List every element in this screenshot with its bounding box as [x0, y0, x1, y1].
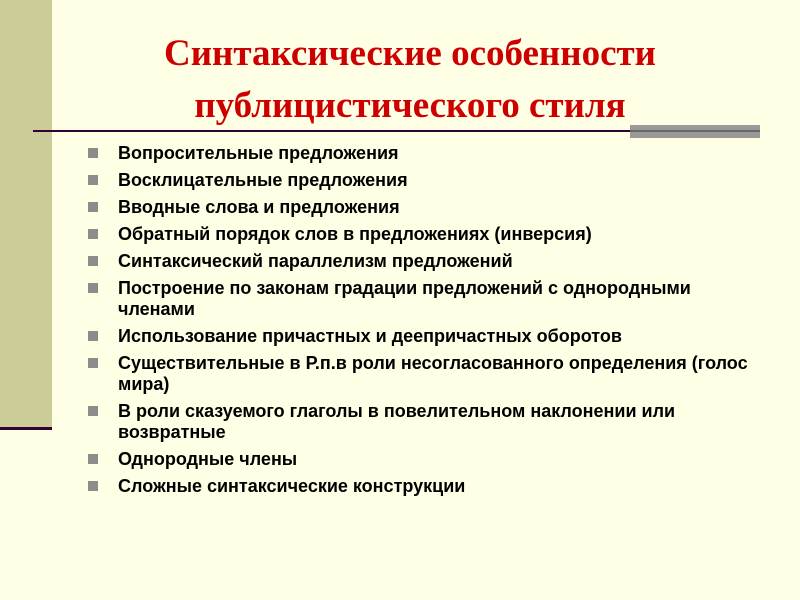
square-bullet-icon	[88, 481, 98, 491]
bullet-item	[88, 449, 768, 470]
bullet-text: Вопросительные предложения	[118, 143, 399, 163]
square-bullet-icon	[88, 229, 98, 239]
title-line-1: Синтаксические особенности	[163, 33, 656, 74]
square-bullet-icon	[88, 406, 98, 416]
bullet-item	[88, 143, 768, 164]
bullet-text: Восклицательные предложения	[118, 170, 408, 190]
bullet-text: Сложные синтаксические конструкции	[118, 476, 466, 496]
square-bullet-icon	[88, 358, 98, 368]
bullet-text: В роли сказуемого глаголы в повелительном наклонении или возвратные	[118, 401, 676, 442]
bullet-item	[88, 326, 768, 347]
bullet-text: Обратный порядок слов в предложениях (инверсия)	[118, 224, 592, 244]
bullet-list	[88, 143, 768, 503]
bullet-item	[88, 224, 768, 245]
square-bullet-icon	[88, 331, 98, 341]
bullet-item	[88, 476, 768, 497]
slide-title	[60, 28, 760, 132]
title-divider-accent-line	[630, 130, 760, 132]
bullet-item	[88, 401, 768, 443]
bullet-text: Использование причастных и деепричастных оборотов	[118, 326, 622, 346]
square-bullet-icon	[88, 283, 98, 293]
left-bar-underline	[0, 427, 52, 430]
square-bullet-icon	[88, 175, 98, 185]
bullet-item	[88, 251, 768, 272]
bullet-item	[88, 197, 768, 218]
bullet-text: Синтаксический параллелизм предложений	[118, 251, 513, 271]
square-bullet-icon	[88, 454, 98, 464]
bullet-text: Построение по законам градации предложений с однородными членами	[118, 278, 691, 319]
left-decorative-bar	[0, 0, 52, 428]
bullet-text: Вводные слова и предложения	[118, 197, 400, 217]
bullet-item	[88, 353, 768, 395]
bullet-text: Однородные члены	[118, 449, 298, 469]
bullet-item	[88, 278, 768, 320]
title-line-2: публицистического стиля	[194, 85, 626, 126]
square-bullet-icon	[88, 202, 98, 212]
square-bullet-icon	[88, 148, 98, 158]
bullet-text: Существительные в Р.п.в роли несогласованного определения (голос мира)	[118, 353, 748, 394]
square-bullet-icon	[88, 256, 98, 266]
bullet-item	[88, 170, 768, 191]
